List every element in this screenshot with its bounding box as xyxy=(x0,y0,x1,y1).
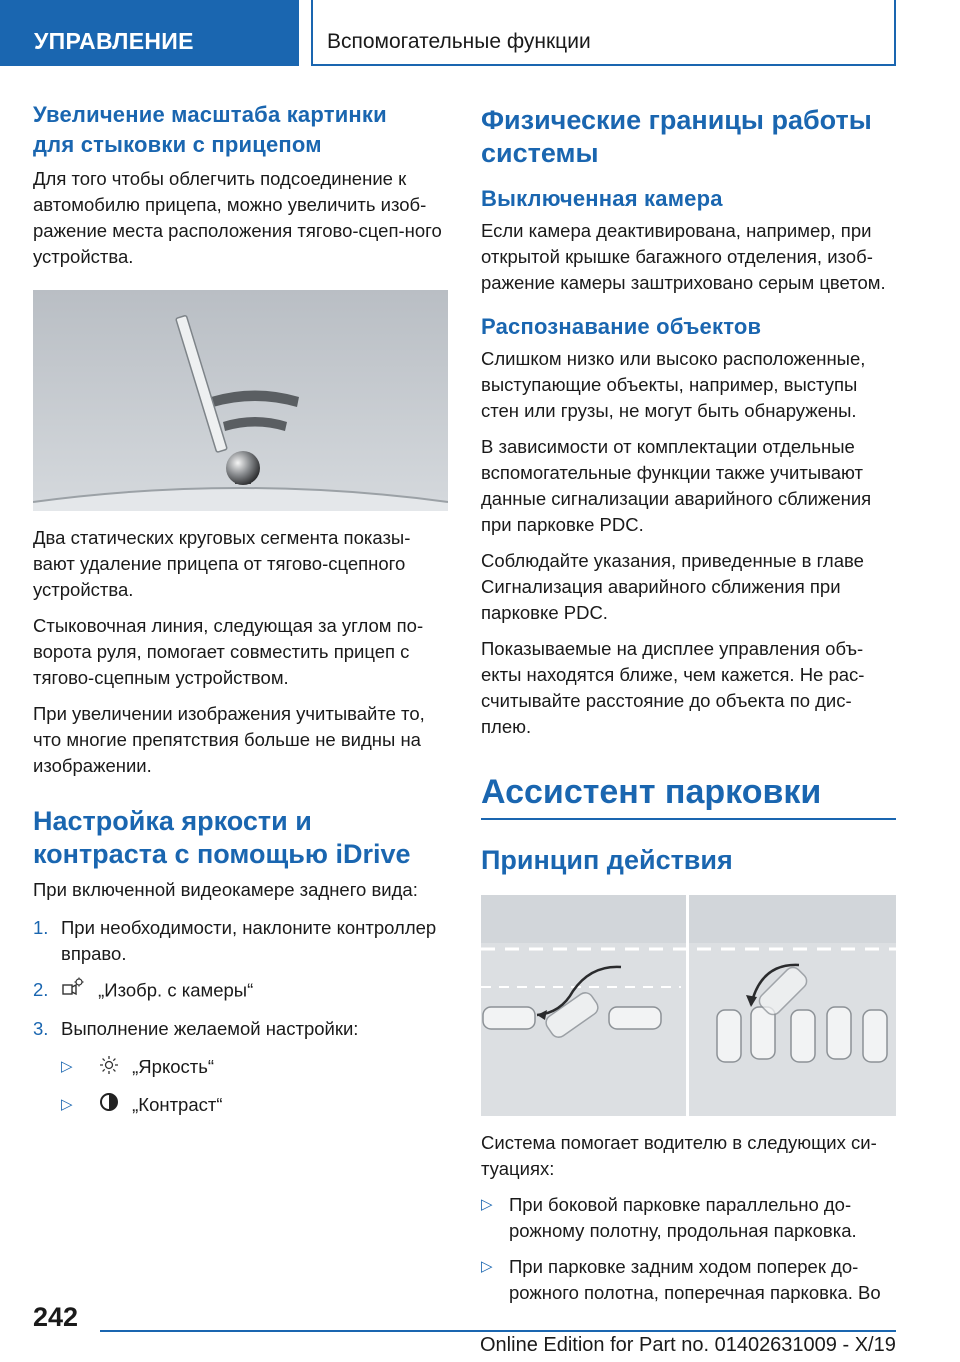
steps-list xyxy=(33,915,448,1119)
zoom-warning-text: При увеличении изображения учитывайте то, что многие препятствия больше не видны на изображении. xyxy=(33,703,425,776)
step-number: 3. xyxy=(33,1018,49,1039)
brightness-intro: При включенной видеокамере заднего вида: xyxy=(33,879,418,900)
step-3 xyxy=(33,1016,448,1042)
camera-off-text: Если камера деактивирована, например, при открытой крышке багажного отделения, изоб-ражение камеры заштриховано серым цветом. xyxy=(481,220,886,293)
camera-off-heading: Выключенная камера xyxy=(481,186,723,211)
step-number: 2. xyxy=(33,979,49,1000)
triangle-bullet-icon: ▷ xyxy=(61,1095,73,1113)
option-contrast xyxy=(61,1092,448,1120)
segments-text: Два статических круговых сегмента показы-вают удаление прицепа от тягово-сцепного устройства. xyxy=(33,527,411,600)
step-2 xyxy=(33,977,448,1006)
recognition-text-3: Соблюдайте указания, приведенные в главе Сигнализация аварийного сближения при парковке PDC. xyxy=(481,550,864,623)
step-text: При необходимости, наклоните контроллер вправо. xyxy=(61,917,437,964)
cases-list xyxy=(481,1192,896,1306)
hitch-guide-illustration xyxy=(33,290,448,511)
step-text: Выполнение желаемой настройки: xyxy=(61,1018,359,1039)
step-number: 1. xyxy=(33,917,49,938)
parking-scenarios-image xyxy=(481,895,896,1116)
step-1 xyxy=(33,915,448,967)
left-column xyxy=(33,100,448,1119)
section-tab: УПРАВЛЕНИЕ xyxy=(0,0,299,66)
brightness-icon xyxy=(99,1055,119,1082)
hitch-camera-image xyxy=(33,290,448,511)
case-text: При боковой парковке параллельно до-рожному полотну, продольная парковка. xyxy=(509,1194,857,1241)
page-number: 242 xyxy=(33,1302,79,1332)
principle-text: Система помогает водителю в следующих си-туациях: xyxy=(481,1132,877,1179)
parking-assistant-heading: Ассистент парковки xyxy=(481,773,822,811)
case-text: При парковке задним ходом поперек до-рожного полотна, поперечная парковка. Во xyxy=(509,1256,881,1303)
chapter-title: Вспомогательные функции xyxy=(311,0,896,66)
docking-line-text: Стыковочная линия, следующая за углом по-ворота руля, помогает совместить прицеп с тягово-сцепным устройством. xyxy=(33,615,424,688)
edition-note: Online Edition for Part no. 01402631009 - X/19 xyxy=(480,1334,896,1356)
page-header xyxy=(0,0,960,66)
zoom-text: Для того чтобы облегчить подсоединение к автомобилю прицепа, можно увеличить изоб-ражение места расположения тягово-сцеп-ного устройства. xyxy=(33,168,442,267)
brightness-heading: Настройка яркости и контраста с помощью iDrive xyxy=(33,806,411,869)
footer-rule xyxy=(100,1330,896,1332)
triangle-bullet-icon: ▷ xyxy=(61,1058,73,1075)
contrast-icon xyxy=(99,1092,119,1119)
case-parallel xyxy=(481,1192,896,1244)
option-brightness xyxy=(61,1054,448,1082)
triangle-bullet-icon: ▷ xyxy=(481,1258,493,1275)
heading-rule xyxy=(481,818,896,820)
recognition-text-4: Показываемые на дисплее управления объ-екты находятся ближе, чем кажется. Не рас-считывайте расстояние до объекта по дис-плею. xyxy=(481,638,865,737)
parking-diagram xyxy=(481,895,896,1116)
right-column xyxy=(481,104,896,1306)
triangle-bullet-icon: ▷ xyxy=(481,1196,493,1213)
recognition-heading: Распознавание объектов xyxy=(481,314,762,339)
recognition-text-1: Слишком низко или высоко расположенные, выступающие объекты, например, выступы стен или грузы, не могут быть обнаружены. xyxy=(481,348,866,421)
recognition-text-2: В зависимости от комплектации отдельные вспомогательные функции также учитывают данные сигнализации аварийного сближения при парковке PDC. xyxy=(481,436,872,535)
zoom-heading: Увеличение масштаба картинки для стыковки с прицепом xyxy=(33,102,387,157)
limits-heading: Физические границы работы системы xyxy=(481,105,872,168)
camera-settings-icon xyxy=(61,977,85,1006)
option-text: „Яркость“ xyxy=(132,1056,215,1077)
principle-heading: Принцип действия xyxy=(481,845,733,875)
option-text: „Контраст“ xyxy=(132,1093,223,1115)
step-text: „Изобр. с камеры“ xyxy=(98,979,254,1001)
case-perpendicular xyxy=(481,1254,896,1306)
